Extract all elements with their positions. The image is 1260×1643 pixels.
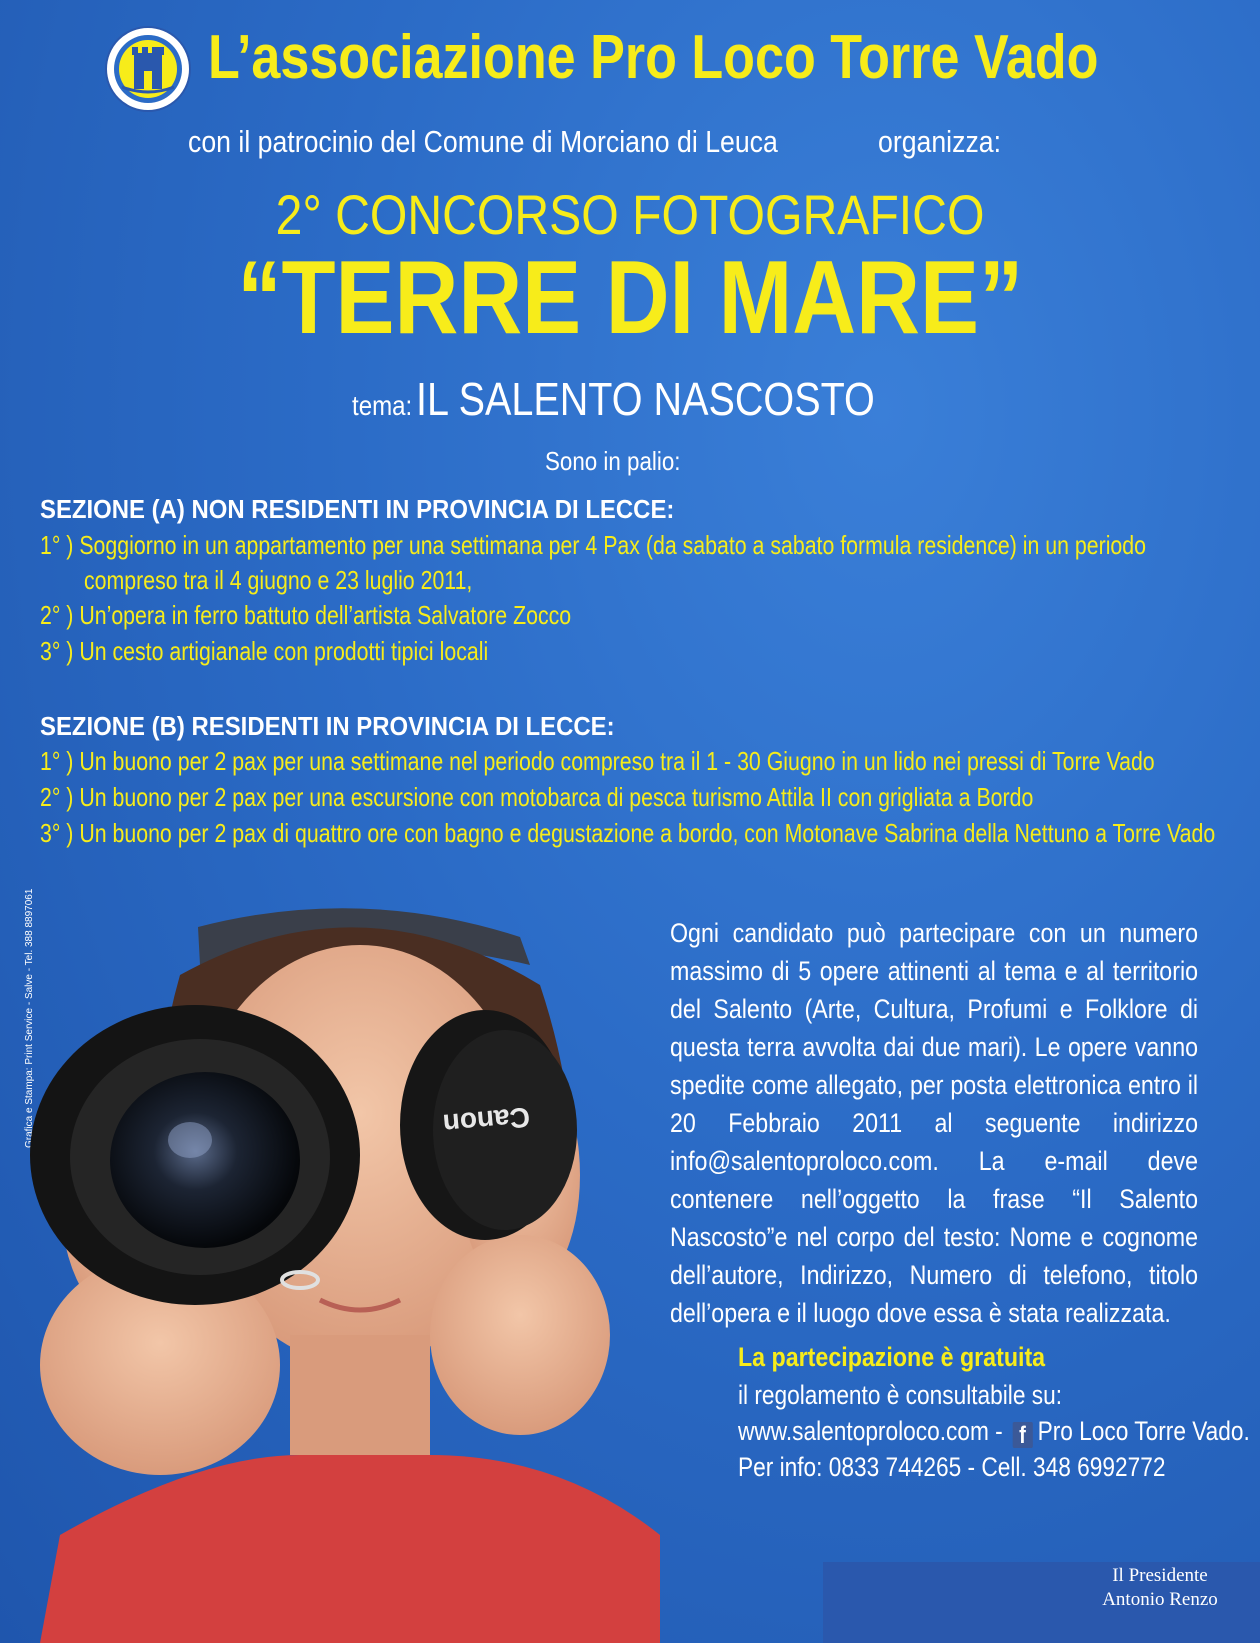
patron-prefix: con il patrocinio	[188, 124, 374, 159]
theme-label: tema:	[352, 390, 413, 421]
free-participation-note: La partecipazione è gratuita	[738, 1342, 1046, 1372]
section-b-title: SEZIONE (B) RESIDENTI IN PROVINCIA DI LECCE:	[40, 711, 615, 741]
section-b-prize-1: 1° ) Un buono per 2 pax per una settimane nel periodo compreso tra il 1 - 30 Giugno in un lido nei pressi di Torre Vado	[40, 746, 1155, 776]
section-b-prize-2: 2° ) Un buono per 2 pax per una escursione con motobarca di pesca turismo Attila II con grigliata a Bordo	[40, 782, 1034, 812]
section-a-title: SEZIONE (A) NON RESIDENTI IN PROVINCIA DI LECCE:	[40, 494, 675, 524]
patron-name: del Comune di Morciano di Leuca	[380, 124, 778, 159]
contest-title-text: “TERRE DI MARE”	[237, 240, 1023, 356]
theme-line	[352, 372, 875, 426]
camera-photo	[0, 895, 660, 1643]
signature-role: Il Presidente	[1112, 1565, 1208, 1586]
contest-subtitle	[0, 182, 1260, 247]
prizes-intro: Sono in palio:	[545, 446, 681, 476]
rules-link-label: il regolamento è consultabile su:	[738, 1380, 1063, 1410]
section-b-prize-3: 3° ) Un buono per 2 pax di quattro ore con bagno e degustazione a bordo, con Motonave Sabrina della Nettuno a Torre Vado	[40, 818, 1216, 848]
organizes-label: organizza:	[878, 124, 1002, 159]
org-title: L’associazione Pro Loco Torre Vado	[208, 23, 1099, 92]
facebook-icon[interactable]: f	[1012, 1422, 1032, 1448]
theme-value: IL SALENTO NASCOSTO	[416, 373, 875, 425]
print-credit-text: Grafica e Stampa: Print Service - Salve - Tel. 388 8897061	[24, 888, 35, 1148]
signature-name: Antonio Renzo	[1102, 1589, 1218, 1610]
website-link[interactable]: www.salentoproloco.com -	[738, 1416, 1003, 1446]
links-line	[738, 1416, 1250, 1448]
section-a-prize-2: 2° ) Un’opera in ferro battuto dell’artista Salvatore Zocco	[40, 600, 572, 630]
section-a-prize-3: 3° ) Un cesto artigianale con prodotti tipici locali	[40, 636, 489, 666]
section-a-prize-1: 1° ) Soggiorno in un appartamento per una settimana per 4 Pax (da sabato a sabato formula residence) in un periodo	[40, 530, 1147, 560]
svg-text:Canon: Canon	[441, 1101, 532, 1140]
contest-title	[0, 240, 1260, 356]
tower-logo-icon	[104, 25, 192, 113]
rules-body	[670, 914, 1198, 1332]
rules-body-text: Ogni candidato può partecipare con un numero massimo di 5 opere attinenti al tema e al territorio del Salento (Arte, Cultura, Profumi e Folklore di questa terra avvolta dai due mari). Le opere vanno spedite come allegato, per posta elettronica entro il 20 Febbraio 2011 al seguente indirizzo info@salentoproloco.com. La e-mail deve contenere nell’oggetto la frase “Il Salento Nascosto”e nel corpo del testo: Nome e cognome dell’autore, Indirizzo, Numero di telefono, titolo dell’opera e il luogo dove essa è stata realizzata.	[670, 918, 1199, 1328]
contacts-line: Per info: 0833 744265 - Cell. 348 6992772	[738, 1452, 1166, 1482]
patron-line	[188, 124, 778, 160]
contest-subtitle-text: 2° CONCORSO FOTOGRAFICO	[275, 183, 985, 246]
facebook-page-link[interactable]: Pro Loco Torre Vado.	[1037, 1416, 1250, 1446]
section-a-prize-1-cont: compreso tra il 4 giugno e 23 luglio 2011,	[84, 565, 473, 595]
